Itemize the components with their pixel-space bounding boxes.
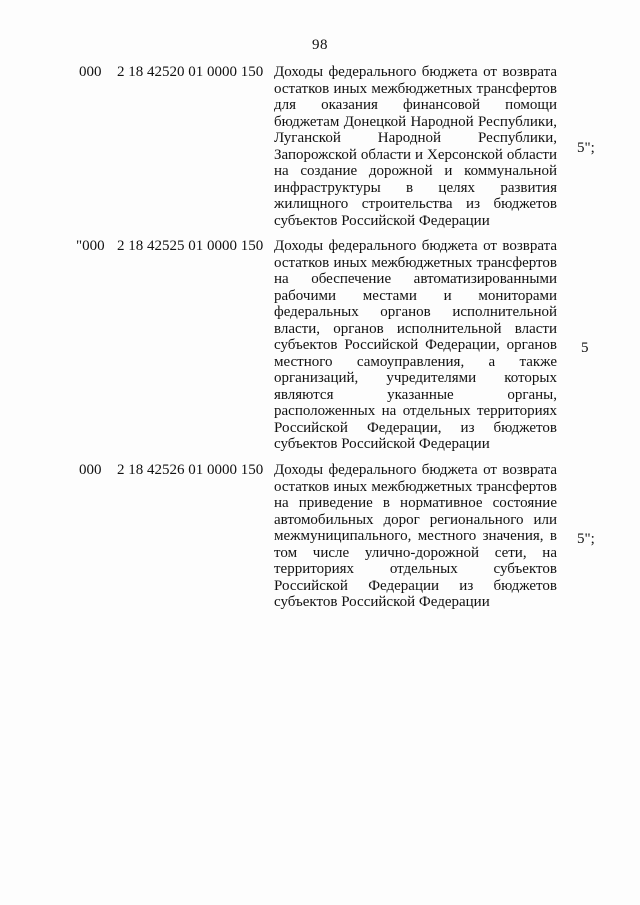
description-line: остатков иных межбюджетных трансфертов [274, 80, 557, 97]
description-line: жилищного строительства из бюджетов [274, 196, 557, 212]
page-number: 98 [312, 37, 328, 53]
description-line: федеральных органов исполнительной [274, 304, 557, 320]
description-line: являются указанные органы, [274, 386, 557, 403]
table-row [0, 64, 640, 234]
amount-value: 5"; [577, 140, 595, 156]
budget-classification-code: 2 18 42520 01 0000 150 [117, 64, 264, 80]
description-line: местного самоуправления, а также [274, 353, 557, 370]
description-line: для оказания финансовой помощи [274, 97, 557, 113]
description-line: территориях отдельных субъектов [274, 561, 557, 577]
description-line: на создание дорожной и коммунальной [274, 163, 557, 179]
description-line: остатков иных межбюджетных трансфертов [274, 478, 557, 495]
income-description [274, 64, 557, 229]
budget-classification-code: 2 18 42526 01 0000 150 [117, 462, 264, 478]
description-line: Российской Федерации из бюджетов [274, 577, 557, 594]
table-row [0, 238, 640, 458]
description-line: Российской Федерации, из бюджетов [274, 419, 557, 436]
description-line: межмуниципального, местного значения, в [274, 528, 557, 544]
description-line: субъектов Российской Федерации [274, 212, 490, 229]
description-line: Доходы федерального бюджета от возврата [274, 462, 557, 478]
description-line: остатков иных межбюджетных трансфертов [274, 254, 557, 271]
description-line: субъектов Российской Федерации [274, 436, 490, 452]
description-line: Доходы федерального бюджета от возврата [274, 64, 557, 80]
description-line: Доходы федерального бюджета от возврата [274, 238, 557, 254]
description-line: инфраструктуры в целях развития [274, 179, 557, 196]
description-line: рабочими местами и мониторами [274, 287, 557, 304]
income-description [274, 462, 557, 611]
description-line: Запорожской области и Херсонской области [274, 146, 557, 163]
description-line: субъектов Российской Федерации [274, 594, 490, 610]
description-line: том числе улично-дорожной сети, на [274, 544, 557, 561]
amount-value: 5"; [577, 531, 595, 547]
amount-value: 5 [581, 340, 589, 356]
description-line: на обеспечение автоматизированными [274, 271, 557, 287]
income-description [274, 238, 557, 453]
description-line: Луганской Народной Республики, [274, 130, 557, 146]
admin-code: 000 [79, 462, 102, 478]
table-row [0, 462, 640, 622]
admin-code: 000 [79, 64, 102, 80]
admin-code: "000 [76, 238, 105, 254]
description-line: власти, органов исполнительной власти [274, 320, 557, 337]
description-line: организаций, учредителями которых [274, 370, 557, 386]
description-line: расположенных на отдельных территориях [274, 403, 557, 419]
budget-classification-code: 2 18 42525 01 0000 150 [117, 238, 264, 254]
description-line: автомобильных дорог регионального или [274, 511, 557, 528]
description-line: субъектов Российской Федерации, органов [274, 337, 557, 353]
description-line: бюджетам Донецкой Народной Республики, [274, 113, 557, 130]
description-line: на приведение в нормативное состояние [274, 495, 557, 511]
